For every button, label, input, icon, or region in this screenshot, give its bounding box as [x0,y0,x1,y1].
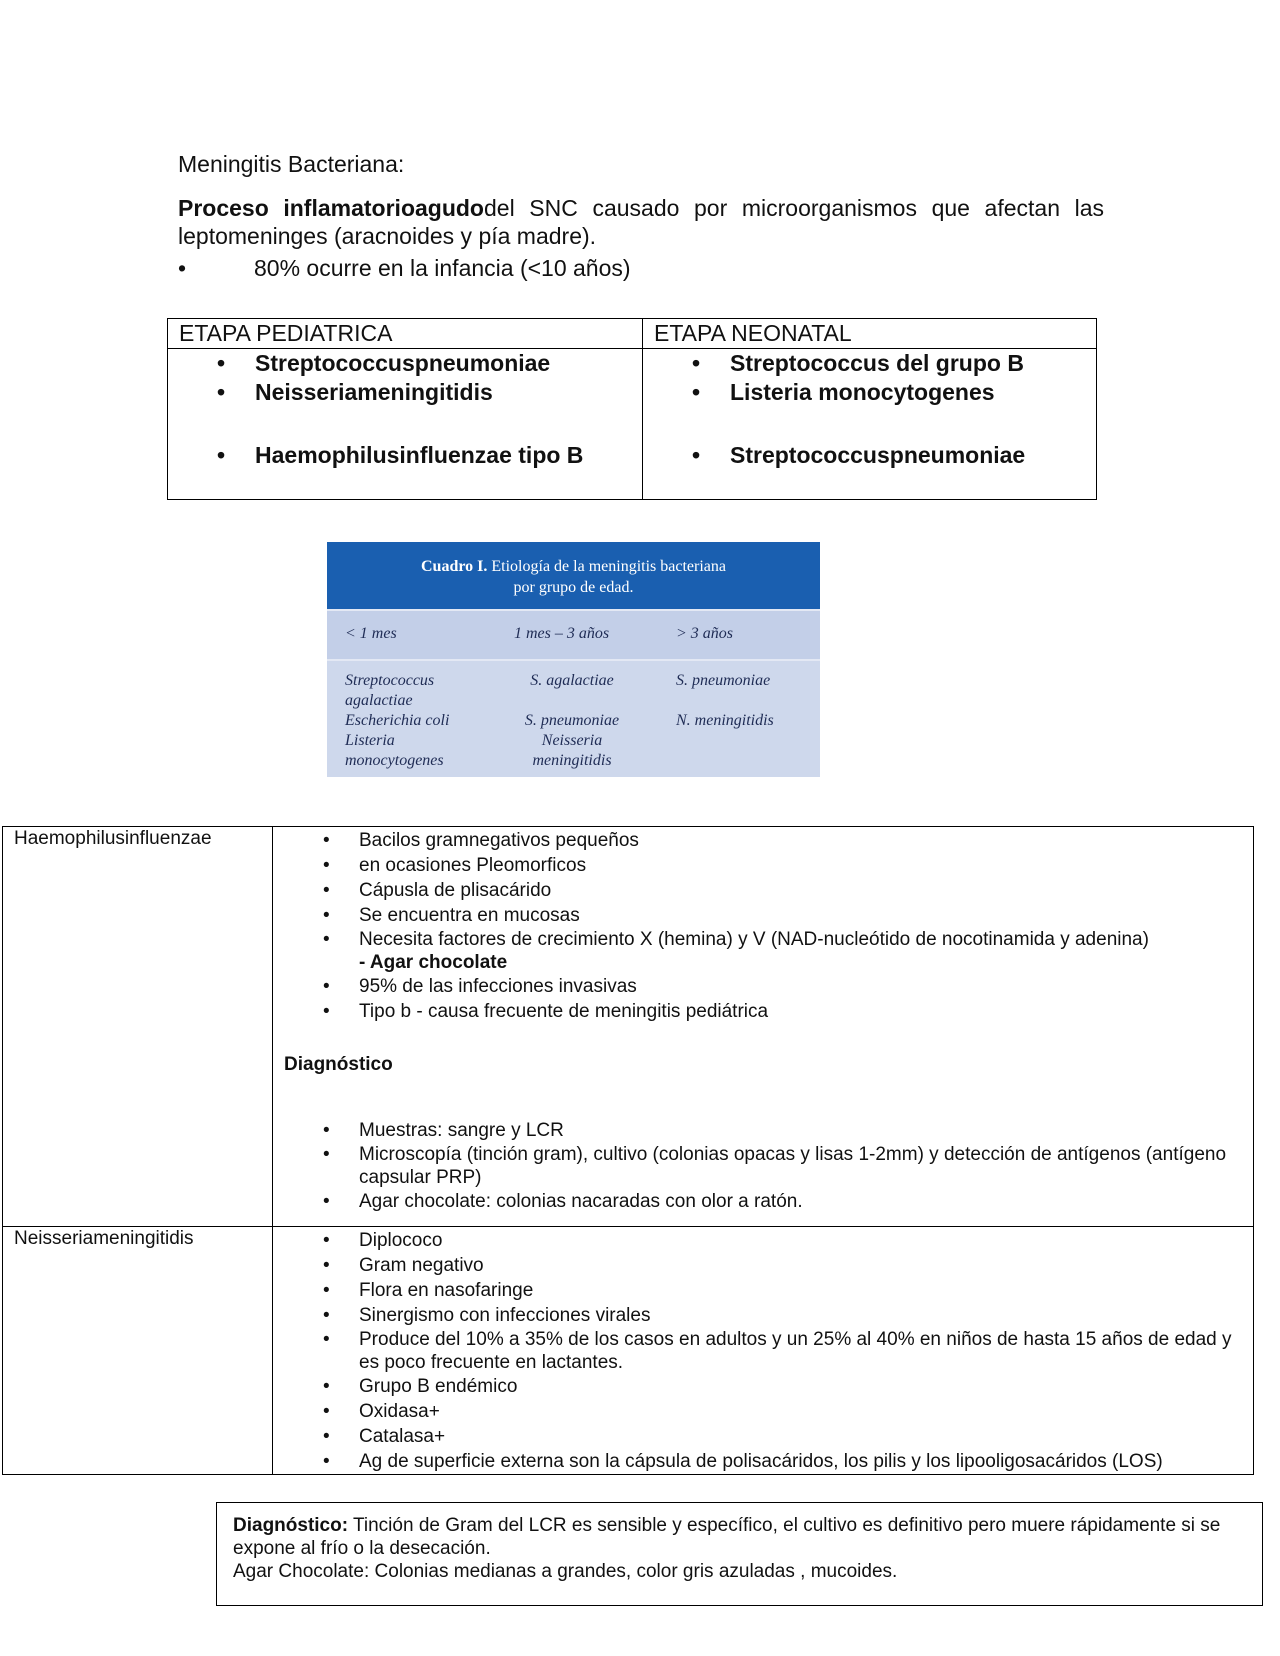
list-item: • Se encuentra en mucosas [273,903,1253,928]
cuadro-cell: agalactiae [345,692,413,709]
cuadro-cell: S. pneumoniae [524,712,620,729]
cuadro-etiologia-image [327,542,820,777]
etapa-table [167,318,1097,500]
list-item-bold: - Agar chocolate [359,952,508,973]
cuadro-title-rest: Etiología de la meningitis bacteriana [491,558,726,575]
list-item: • Grupo B endémico [273,1374,1253,1399]
intro-bullets [178,254,631,282]
list-item: • Oxidasa+ [273,1399,1253,1424]
cuadro-title-bold: Cuadro I. [421,558,488,575]
cuadro-column-headers [327,609,820,661]
cuadro-cell: N. meningitidis [676,712,774,729]
intro-bullet [178,254,631,282]
diagnostico-subheading: Diagnóstico [284,1054,393,1075]
cuadro-cell: meningitidis [532,752,612,769]
agar-chocolate-text: Agar Chocolate: Colonias medianas a grandes, color gris azuladas , mucoides. [233,1561,898,1582]
cuadro-cell: S. agalactiae [530,672,614,689]
cuadro-col-header: < 1 mes [345,625,397,642]
cuadro-col1 [345,671,449,771]
organisms-table [2,826,1254,1475]
diagnostico-body: Tinción de Gram del LCR es sensible y específico, el cultivo es definitivo pero muere rápidamente si se expone al frío o la desecación. [233,1515,1221,1559]
cuadro-cell: Escherichia coli [345,712,450,729]
cuadro-col2 [507,671,637,771]
cuadro-cell: Streptococcus [345,672,435,689]
intro-bullet-text: 80% ocurre en la infancia (<10 años) [254,255,631,281]
cuadro-cell: Listeria [345,732,395,749]
cuadro-header [327,542,820,609]
cuadro-cell: S. pneumoniae [676,672,771,689]
cuadro-col-header: > 3 años [676,625,734,642]
etapa-pediatrica-cell [168,349,643,500]
intro-bold: Proceso inflamatorioagudo [178,195,484,221]
list-item-text: Necesita factores de crecimiento X (hemina) y V (NAD-nucleótido de nocotinamida y adenina) [359,929,1149,950]
list-item: • Sinergismo con infecciones virales [273,1303,1253,1328]
etapa-neonatal-header: ETAPA NEONATAL [643,319,1097,349]
cuadro-cell: monocytogenes [345,752,444,769]
organism-name: Neisseriameningitidis [3,1227,273,1475]
list-item: • Tipo b - causa frecuente de meningitis pediátrica [273,999,1253,1024]
list-item: • Agar chocolate: colonias nacaradas con olor a ratón. [273,1189,1253,1214]
list-item: • Catalasa+ [273,1424,1253,1449]
etapa-neonatal-cell [643,349,1097,500]
organism-description [273,827,1254,1227]
list-item: • Listeria monocytogenes [643,378,1096,407]
list-item: • Streptococcuspneumoniae [643,441,1096,470]
page-heading: Meningitis Bacteriana: [178,151,405,177]
diagnostico-label: Diagnóstico: [233,1515,349,1536]
intro-text: del SNC causado por microorganismos que afectan las leptomeninges (aracnoides y pía madre). [178,195,1104,249]
list-item [273,928,1253,974]
list-item: • Diplococo [273,1228,1253,1253]
list-item: • Haemophilusinfluenzae tipo B [168,441,642,470]
cuadro-title-line2: por grupo de edad. [513,579,634,596]
etapa-pediatrica-header: ETAPA PEDIATRICA [168,319,643,349]
list-item: • Muestras: sangre y LCR [273,1118,1253,1143]
cuadro-col-header: 1 mes – 3 años [514,625,610,642]
cuadro-cell: Neisseria [541,732,603,749]
list-item: • Bacilos gramnegativos pequeños [273,828,1253,853]
list-item: • Ag de superficie externa son la cápsula de polisacáridos, los pilis y los lipooligosacáridos (LOS) [273,1449,1253,1474]
list-item: • Produce del 10% a 35% de los casos en adultos y un 25% al 40% en niños de hasta 15 años de edad y es poco frecuente en lactantes. [273,1328,1253,1374]
list-item: • 95% de las infecciones invasivas [273,974,1253,999]
list-item: • Cápusla de plisacárido [273,878,1253,903]
organism-name: Haemophilusinfluenzae [3,827,273,1227]
table-row [3,827,1254,1227]
list-item: • Gram negativo [273,1253,1253,1278]
cuadro-col3 [676,671,774,731]
diagnostico-box [216,1502,1263,1606]
list-item: • Neisseriameningitidis [168,378,642,407]
intro-paragraph [178,194,1104,250]
list-item: • Microscopía (tinción gram), cultivo (colonias opacas y lisas 1-2mm) y detección de antígenos (antígeno capsular PRP) [273,1143,1253,1189]
list-item: • Streptococcus del grupo B [643,349,1096,378]
list-item: • Flora en nasofaringe [273,1278,1253,1303]
list-item: • Streptococcuspneumoniae [168,349,642,378]
list-item: • en ocasiones Pleomorficos [273,853,1253,878]
table-row [3,1227,1254,1475]
diagnostico-text [233,1514,1246,1560]
organism-description [273,1227,1254,1475]
